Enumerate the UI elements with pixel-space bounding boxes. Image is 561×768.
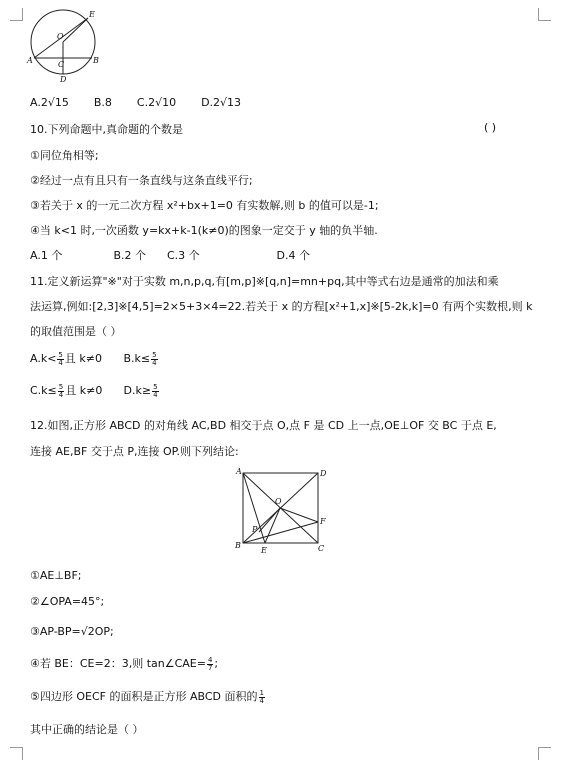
q11-line-1: 11.定义新运算"※"对于实数 m,n,p,q,有[m,p]※[q,n]=mn+pq,其中等式右边是通常的加法和乘 [30, 275, 499, 288]
fraction: $\frac{5}{4}$ [58, 382, 64, 399]
q10-options [30, 247, 310, 263]
corner-mark-top-right [538, 8, 551, 21]
label-o: O [57, 32, 64, 41]
label-e: E [89, 10, 95, 19]
q11-line-2: 法运算,例如:[2,3]※[4,5]=2×5+3×4=22.若关于 x 的方程[x²+1,x]※[5-2k,k]=0 有两个实数根,则 k [30, 300, 533, 313]
segment-op [259, 508, 280, 532]
q10-option-d: D.4 个 [276, 249, 310, 262]
q10-option-a: A.1 个 [30, 249, 63, 262]
label-d: D [320, 469, 327, 478]
label-c: C [58, 60, 65, 69]
label-d: D [60, 75, 67, 82]
square-figure [232, 466, 332, 558]
q11-options-row-1 [30, 350, 159, 367]
label-a: A [236, 467, 242, 476]
q12-line-2: 连接 AE,BF 交于点 P,连接 OP.则下列结论: [30, 445, 239, 458]
label-f: F [320, 517, 326, 526]
q11-line-3: 的取值范围是（ ） [30, 325, 122, 338]
q11-option-a: A.k< $\frac{5}{4}$ 且 k≠0 [30, 350, 102, 367]
q10-item-4: ④当 k<1 时,一次函数 y=kx+k-1(k≠0)的图象一定交于 y 轴的负半轴. [30, 224, 378, 237]
segment-of [280, 508, 318, 522]
q10-answer-paren: ( ) [484, 121, 497, 134]
fraction: $\frac{4}{7}$ [207, 655, 213, 672]
q11-option-b: B.k≤ $\frac{5}{4}$ [123, 350, 157, 367]
segment-oe [265, 508, 280, 543]
label-b: B [93, 56, 99, 65]
label-p: P [252, 525, 258, 534]
fraction: $\frac{5}{4}$ [58, 350, 63, 367]
q12-conclusion-5: ⑤四边形 OECF 的面积是正方形 ABCD 面积的 $\frac{1}{4}$ [30, 688, 264, 705]
q9-option-b: B.8 [93, 96, 112, 109]
fraction: $\frac{5}{4}$ [153, 382, 158, 399]
q9-option-c: C.2√10 [136, 96, 177, 109]
q12-final-question: 其中正确的结论是（ ） [30, 723, 144, 736]
q10-item-3: ③若关于 x 的一元二次方程 x²+bx+1=0 有实数解,则 b 的值可以是-1; [30, 199, 379, 212]
corner-mark-bottom-right [538, 747, 551, 760]
label-o: O [275, 497, 282, 506]
q10-item-1: ①同位角相等; [30, 149, 99, 162]
fraction: $\frac{5}{4}$ [152, 350, 157, 367]
fraction: $\frac{1}{4}$ [259, 688, 264, 705]
q11-options-row-2 [30, 382, 160, 399]
q9-option-d: D.2√13 [201, 96, 242, 109]
q10-item-2: ②经过一点有且只有一条直线与这条直线平行; [30, 174, 253, 187]
label-b: B [235, 541, 241, 550]
q12-conclusion-1: ①AE⊥BF; [30, 569, 82, 582]
corner-mark-bottom-left [10, 747, 23, 760]
q11-option-d: D.k≥ $\frac{5}{4}$ [123, 382, 158, 399]
label-a: A [27, 56, 33, 65]
circle-figure [22, 6, 112, 82]
q12-conclusion-3: ③AP-BP=√2OP; [30, 625, 114, 638]
segment-oe [63, 18, 88, 42]
q12-line-1: 12.如图,正方形 ABCD 的对角线 AC,BD 相交于点 O,点 F 是 CD 上一点,OE⊥OF 交 BC 于点 E, [30, 419, 497, 432]
q12-conclusion-4: ④若 BE：CE=2：3,则 tan∠CAE= $\frac{4}{7}$ ; [30, 655, 219, 672]
q11-option-c: C.k≤ $\frac{5}{4}$ 且 k≠0 [30, 382, 103, 399]
label-e: E [261, 546, 267, 555]
q10-option-b: B.2 个 [113, 249, 147, 262]
q12-conclusion-2: ②∠OPA=45°; [30, 595, 105, 608]
q10-stem: 10.下列命题中,真命题的个数是 [30, 123, 183, 136]
q10-option-c: C.3 个 [167, 249, 200, 262]
label-c: C [318, 544, 325, 553]
q9-options [30, 96, 241, 109]
q9-option-a: A.2√15 [30, 96, 69, 109]
